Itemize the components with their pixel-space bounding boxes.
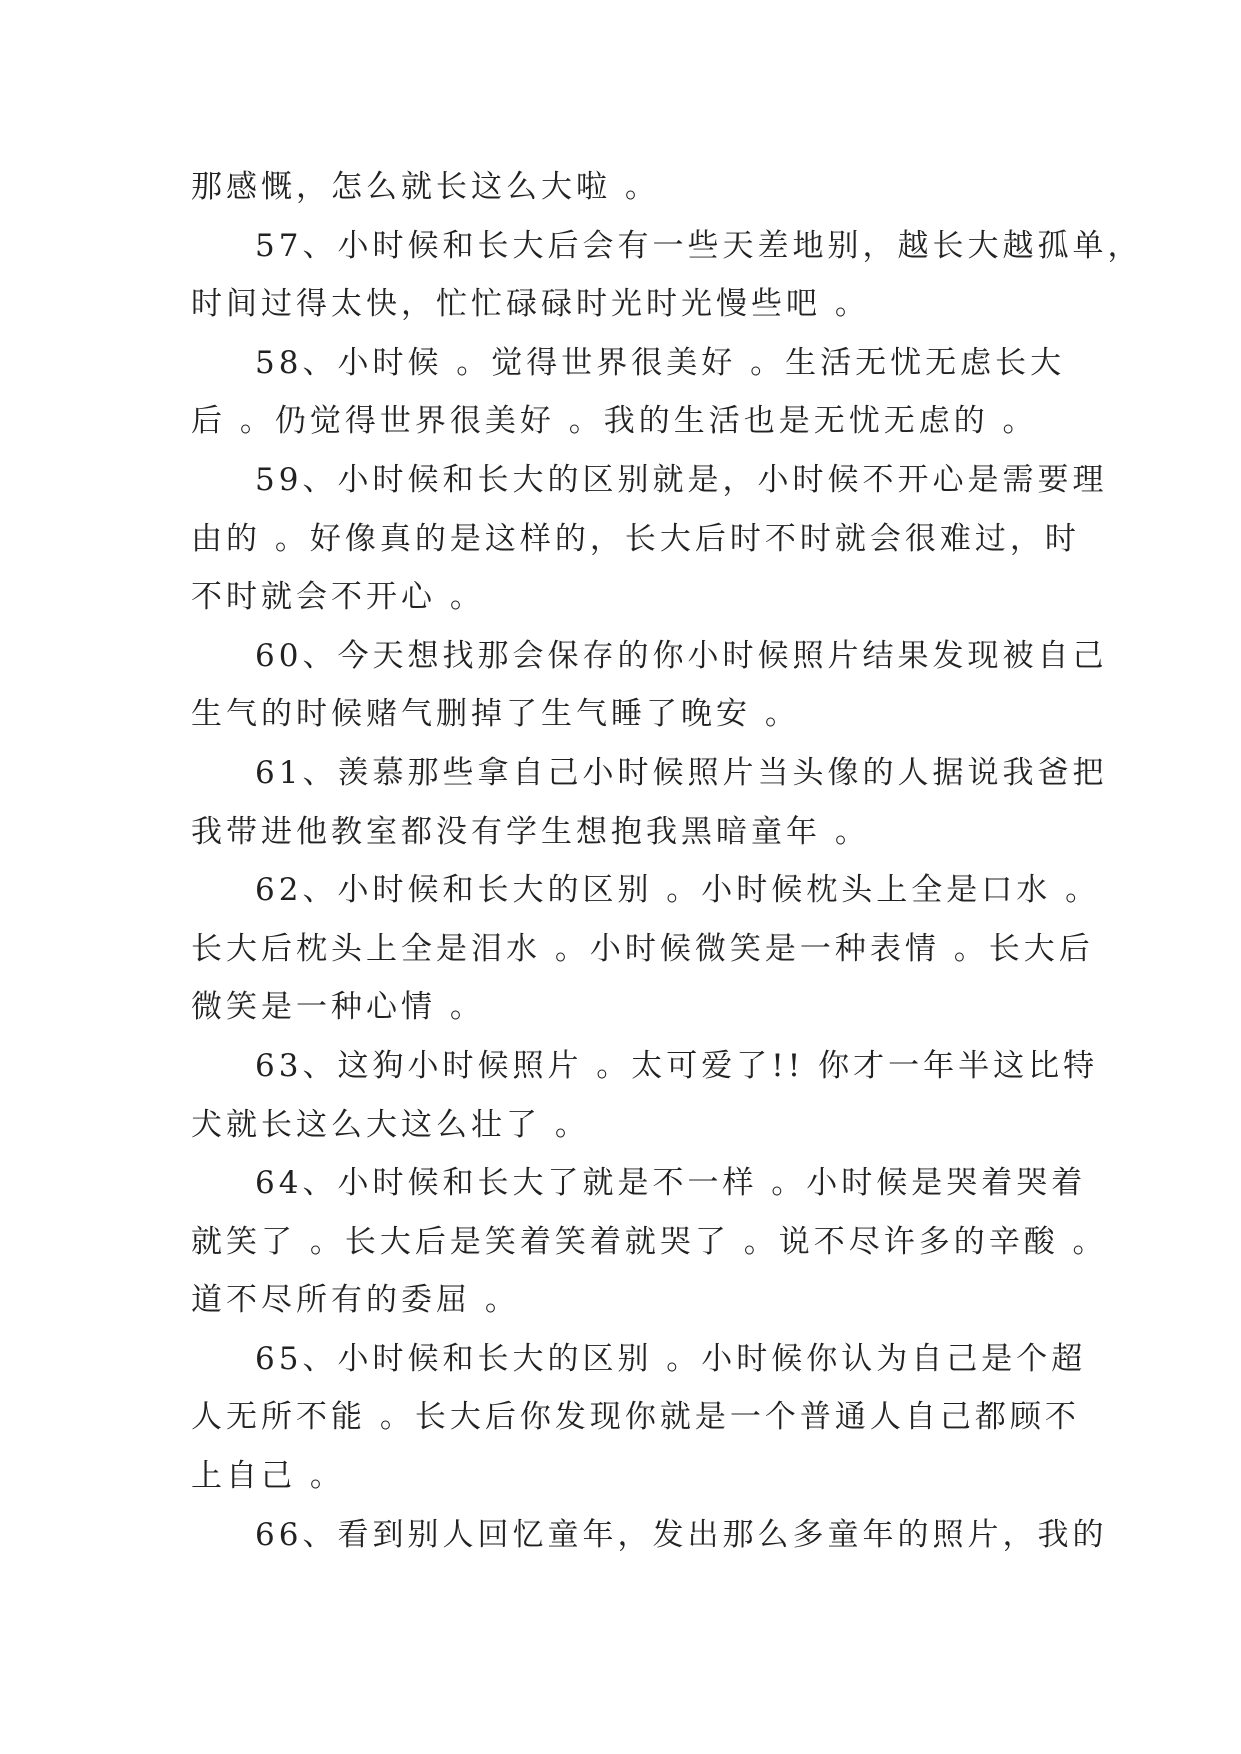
text-line: 不时就会不开心 。 (191, 579, 485, 616)
text-line: 微笑是一种心情 。 (191, 989, 485, 1026)
text-line: 61、羡慕那些拿自己小时候照片当头像的人据说我爸把 (255, 754, 1108, 791)
text-line: 65、小时候和长大的区别 。小时候你认为自己是个超 (255, 1340, 1087, 1377)
text-line: 犬就长这么大这么壮了 。 (191, 1106, 590, 1143)
text-line: 60、今天想找那会保存的你小时候照片结果发现被自己 (255, 637, 1108, 674)
text-line: 上自己 。 (191, 1458, 345, 1495)
text-line: 时间过得太快，忙忙碌碌时光时光慢些吧 。 (191, 286, 870, 323)
text-line: 59、小时候和长大的区别就是，小时候不开心是需要理 (255, 461, 1108, 498)
text-line: 道不尽所有的委屈 。 (191, 1282, 520, 1319)
text-line: 63、这狗小时候照片 。太可爱了!! 你才一年半这比特 (255, 1047, 1099, 1084)
text-line: 长大后枕头上全是泪水 。小时候微笑是一种表情 。长大后 (191, 930, 1094, 967)
text-line: 由的 。好像真的是这样的，长大后时不时就会很难过，时 (191, 520, 1080, 557)
text-line: 生气的时候赌气删掉了生气睡了晚安 。 (191, 696, 800, 733)
text-line: 后 。仍觉得世界很美好 。我的生活也是无忧无虑的 。 (191, 403, 1038, 440)
text-line: 人无所不能 。长大后你发现你就是一个普通人自己都顾不 (191, 1399, 1080, 1436)
text-line: 62、小时候和长大的区别 。小时候枕头上全是口水 。 (255, 872, 1101, 909)
text-line: 66、看到别人回忆童年，发出那么多童年的照片，我的 (255, 1516, 1108, 1553)
text-line: 64、小时候和长大了就是不一样 。小时候是哭着哭着 (255, 1165, 1087, 1202)
text-line: 就笑了 。长大后是笑着笑着就哭了 。说不尽许多的辛酸 。 (191, 1223, 1108, 1260)
body-text (191, 158, 1143, 1564)
text-line: 57、小时候和长大后会有一些天差地别，越长大越孤单， (255, 227, 1143, 264)
text-line: 58、小时候 。觉得世界很美好 。生活无忧无虑长大 (255, 344, 1066, 381)
text-line: 我带进他教室都没有学生想抱我黑暗童年 。 (191, 813, 870, 850)
text-line: 那感慨，怎么就长这么大啦 。 (191, 169, 660, 205)
